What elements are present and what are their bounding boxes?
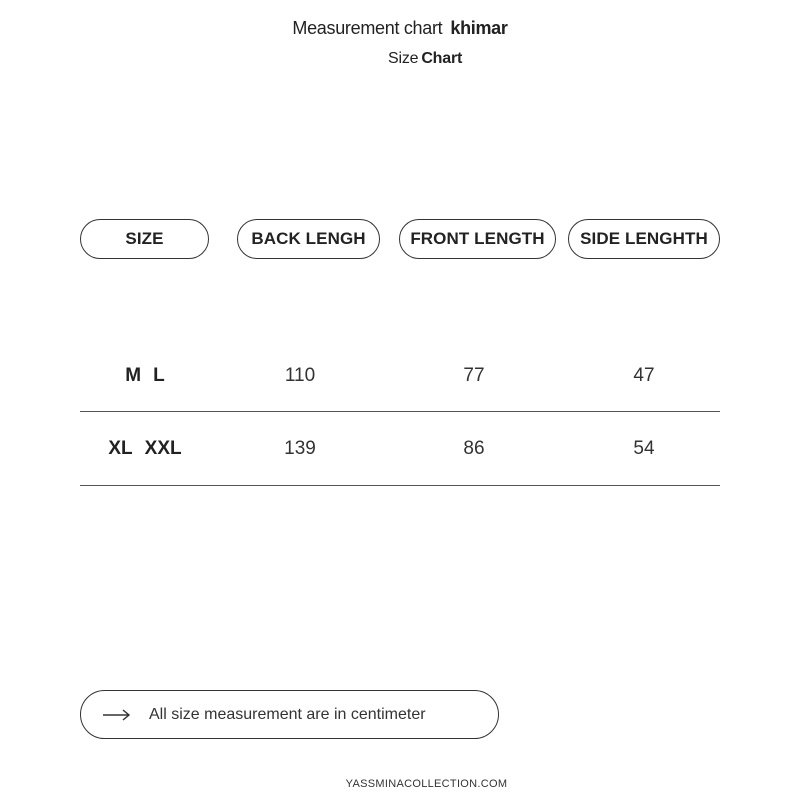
table-row — [80, 346, 720, 406]
size-cell — [80, 346, 210, 406]
note-text: All size measurement are in centimeter — [149, 705, 426, 723]
subtitle-emphasis: Chart — [421, 50, 463, 67]
subtitle-label: Size — [388, 50, 419, 67]
back-length-value: 110 — [284, 365, 316, 386]
page-title — [0, 18, 800, 39]
front-length-value: 86 — [463, 438, 485, 459]
back-length-value: 139 — [284, 438, 316, 459]
front-length-value: 77 — [463, 365, 485, 386]
size-label: XL — [108, 438, 133, 459]
row-divider — [80, 411, 720, 412]
side-length-value: 54 — [633, 438, 655, 459]
product-name: khimar — [450, 18, 508, 38]
measurement-note — [80, 690, 499, 739]
arrow-right-icon — [103, 709, 131, 721]
size-label: L — [153, 365, 165, 386]
column-header-size: SIZE — [80, 219, 209, 259]
page-subtitle — [388, 50, 462, 68]
side-length-value: 47 — [633, 365, 655, 386]
title-label: Measurement chart — [292, 18, 443, 38]
column-header-side-length: SIDE LENGHTH — [568, 219, 720, 259]
size-label: XXL — [144, 438, 182, 459]
size-label: M — [125, 365, 142, 386]
column-header-back-length: BACK LENGH — [237, 219, 380, 259]
size-cell — [80, 419, 210, 479]
footer-website: YASSMINACOLLECTION.COM — [345, 778, 508, 790]
table-row — [80, 419, 720, 479]
row-divider — [80, 485, 720, 486]
column-header-front-length: FRONT LENGTH — [399, 219, 556, 259]
